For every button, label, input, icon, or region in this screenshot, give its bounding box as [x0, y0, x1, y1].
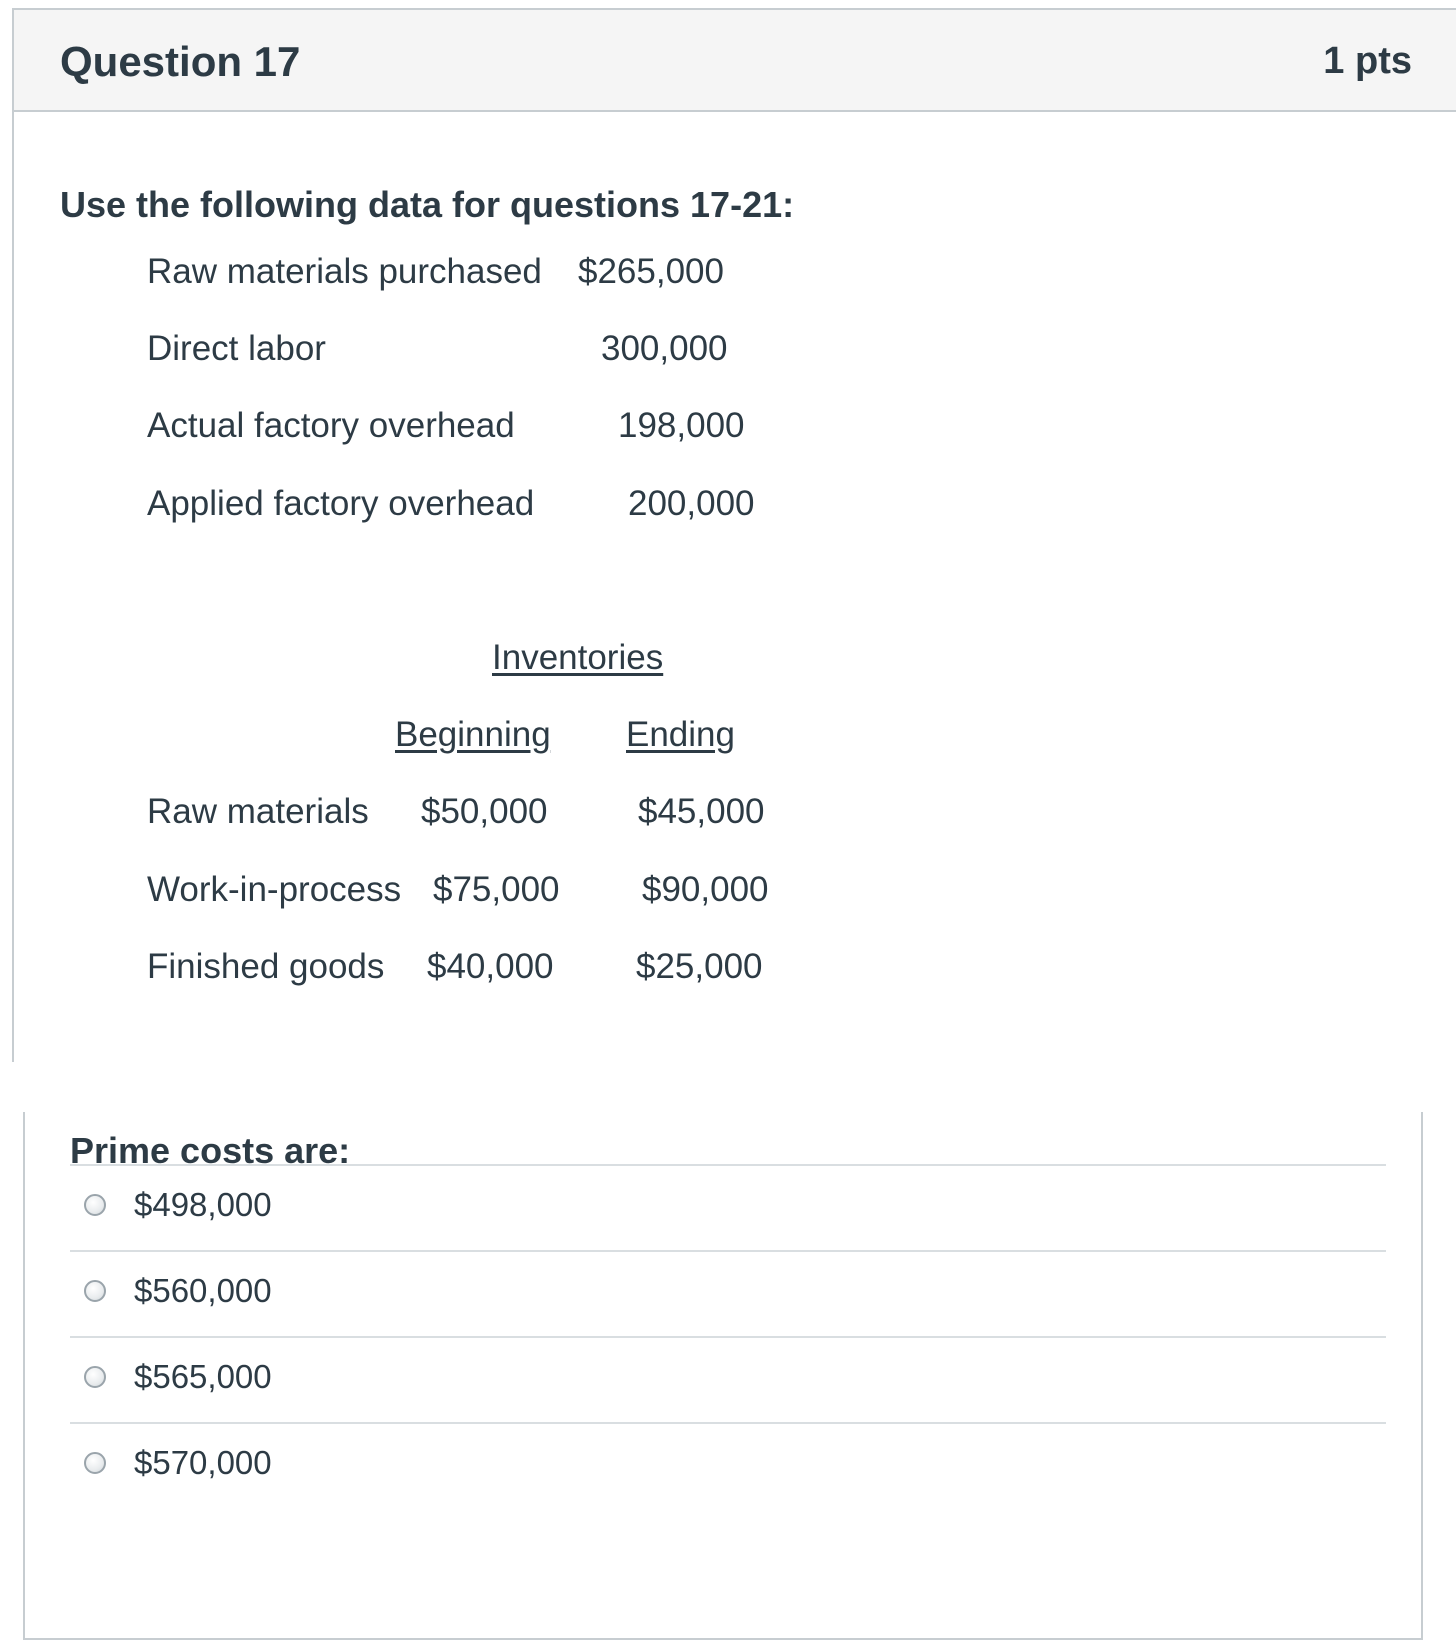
intro-text: Use the following data for questions 17-21: [60, 184, 795, 225]
answer-option-label[interactable]: $570,000 [134, 1444, 272, 1481]
inventory-row-label: Work-in-process [147, 870, 402, 909]
cost-label: Raw materials purchased [147, 252, 542, 291]
cost-value: 300,000 [601, 329, 728, 368]
inventory-row-label: Finished goods [147, 947, 385, 986]
cost-value: $265,000 [578, 252, 724, 291]
inventory-row-beginning: $50,000 [421, 792, 548, 831]
inventory-row-ending: $90,000 [642, 870, 769, 909]
cost-label: Direct labor [147, 329, 326, 368]
inventory-row-label: Raw materials [147, 792, 369, 831]
inventories-title: Inventories [492, 638, 664, 677]
inventory-row-beginning: $40,000 [427, 947, 554, 986]
answer-option-label[interactable]: $565,000 [134, 1358, 272, 1395]
cost-label: Applied factory overhead [147, 484, 535, 523]
question-prompt: Prime costs are: [70, 1130, 351, 1171]
answer-option[interactable] [70, 1250, 1386, 1336]
radio-button[interactable] [84, 1452, 106, 1474]
question-title: Question 17 [60, 38, 301, 85]
cost-value: 198,000 [618, 406, 745, 445]
inventory-row-beginning: $75,000 [433, 870, 560, 909]
answer-option[interactable] [70, 1422, 1386, 1508]
cost-label: Actual factory overhead [147, 406, 515, 445]
answer-option[interactable] [70, 1164, 1386, 1250]
inventory-row-ending: $25,000 [636, 947, 763, 986]
radio-button[interactable] [84, 1366, 106, 1388]
inventories-col-beginning: Beginning [395, 715, 551, 754]
cost-value: 200,000 [628, 484, 755, 523]
radio-button[interactable] [84, 1194, 106, 1216]
inventories-col-ending: Ending [626, 715, 735, 754]
answer-option-label[interactable]: $498,000 [134, 1186, 272, 1223]
answer-option[interactable] [70, 1336, 1386, 1422]
question-points: 1 pts [1323, 40, 1412, 82]
inventory-row-ending: $45,000 [638, 792, 765, 831]
radio-button[interactable] [84, 1280, 106, 1302]
answer-option-label[interactable]: $560,000 [134, 1272, 272, 1309]
